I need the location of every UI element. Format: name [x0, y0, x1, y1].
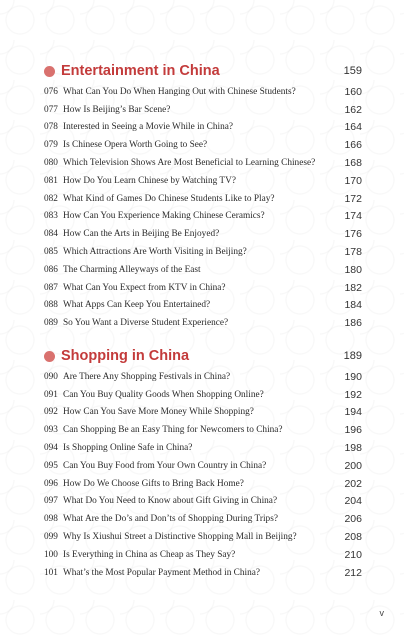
entry-title: So You Want a Diverse Student Experience?: [63, 318, 229, 329]
toc-section-entertainment: [44, 61, 362, 332]
toc-entry[interactable]: [44, 297, 362, 315]
toc-entry[interactable]: [44, 421, 362, 439]
entry-number: 090: [44, 371, 58, 382]
entry-page-number: 206: [344, 513, 362, 526]
entry-number: 082: [44, 193, 58, 204]
toc-entry[interactable]: [44, 279, 362, 297]
entry-number: 100: [44, 549, 58, 560]
entry-number: 095: [44, 460, 58, 471]
entry-page-number: 178: [344, 246, 362, 259]
entry-number: 099: [44, 532, 58, 543]
entry-title: Interested in Seeing a Movie While in China?: [63, 122, 233, 133]
entry-page-number: 176: [344, 228, 362, 241]
entry-title: What’s the Most Popular Payment Method in China?: [63, 567, 261, 578]
entry-page-number: 204: [344, 495, 362, 508]
entry-page-number: 174: [344, 210, 362, 223]
entry-title: What Can You Do When Hanging Out with Chinese Students?: [63, 86, 296, 97]
entry-title: What Apps Can Keep You Entertained?: [63, 300, 211, 311]
toc-section-shopping: [44, 346, 362, 582]
toc-entry[interactable]: [44, 546, 362, 564]
entry-page-number: 160: [344, 85, 362, 98]
toc-entry[interactable]: [44, 439, 362, 457]
toc-entry[interactable]: [44, 457, 362, 475]
section-bullet-icon: [44, 66, 55, 77]
entry-page-number: 202: [344, 477, 362, 490]
entry-number: 078: [44, 122, 58, 133]
entry-page-number: 184: [344, 299, 362, 312]
section-bullet-icon: [44, 351, 55, 362]
entry-title: Is Shopping Online Safe in China?: [63, 443, 193, 454]
folio-page-number: v: [379, 608, 384, 618]
entry-number: 084: [44, 229, 58, 240]
entry-title: Is Everything in China as Cheap as They Say?: [63, 549, 236, 560]
entry-page-number: 162: [344, 103, 362, 116]
entry-page-number: 180: [344, 263, 362, 276]
toc-entry[interactable]: [44, 528, 362, 546]
section-title: Shopping in China: [61, 348, 190, 364]
toc-entry[interactable]: [44, 510, 362, 528]
toc-entry[interactable]: [44, 386, 362, 404]
toc-entry[interactable]: [44, 564, 362, 582]
entry-title: Which Attractions Are Worth Visiting in Beijing?: [63, 247, 247, 258]
entry-number: 096: [44, 478, 58, 489]
toc-entry[interactable]: [44, 172, 362, 190]
entry-number: 080: [44, 158, 58, 169]
entry-number: 094: [44, 443, 58, 454]
entry-page-number: 164: [344, 121, 362, 134]
entry-page-number: 192: [344, 388, 362, 401]
section-page-number: 189: [343, 350, 362, 362]
entry-title: What Kind of Games Do Chinese Students Like to Play?: [63, 193, 275, 204]
entry-title: Can Shopping Be an Easy Thing for Newcomers to China?: [63, 425, 283, 436]
entry-number: 083: [44, 211, 58, 222]
entry-number: 098: [44, 514, 58, 525]
entry-title: How Is Beijing’s Bar Scene?: [63, 104, 171, 115]
entry-number: 089: [44, 318, 58, 329]
entry-page-number: 182: [344, 281, 362, 294]
toc-entry[interactable]: [44, 101, 362, 119]
section-title: Entertainment in China: [61, 63, 220, 79]
entry-number: 085: [44, 247, 58, 258]
entry-page-number: 172: [344, 192, 362, 205]
entry-title: What Do You Need to Know about Gift Giving in China?: [63, 496, 278, 507]
section-header: [44, 346, 362, 366]
entry-page-number: 170: [344, 174, 362, 187]
entry-page-number: 166: [344, 139, 362, 152]
entry-title: The Charming Alleyways of the East: [63, 264, 201, 275]
toc-entry[interactable]: [44, 493, 362, 511]
toc-entry[interactable]: [44, 190, 362, 208]
entry-page-number: 194: [344, 406, 362, 419]
entry-page-number: 208: [344, 531, 362, 544]
toc-entry[interactable]: [44, 368, 362, 386]
entry-number: 088: [44, 300, 58, 311]
entry-title: How Do We Choose Gifts to Bring Back Home?: [63, 478, 244, 489]
entry-page-number: 186: [344, 317, 362, 330]
entry-page-number: 212: [344, 566, 362, 579]
entry-number: 079: [44, 140, 58, 151]
entry-number: 093: [44, 425, 58, 436]
entry-title: Why Is Xiushui Street a Distinctive Shopping Mall in Beijing?: [63, 532, 297, 543]
entry-page-number: 196: [344, 424, 362, 437]
entry-number: 101: [44, 567, 58, 578]
entry-title: Can You Buy Quality Goods When Shopping Online?: [63, 389, 264, 400]
toc-entry[interactable]: [44, 208, 362, 226]
entry-title: Can You Buy Food from Your Own Country in China?: [63, 460, 267, 471]
entry-title: Which Television Shows Are Most Beneficial to Learning Chinese?: [63, 158, 316, 169]
entry-title: What Can You Expect from KTV in China?: [63, 282, 226, 293]
entry-title: Is Chinese Opera Worth Going to See?: [63, 140, 208, 151]
entry-list: [44, 368, 362, 582]
toc-entry[interactable]: [44, 83, 362, 101]
entry-page-number: 200: [344, 459, 362, 472]
entry-number: 087: [44, 282, 58, 293]
toc-entry[interactable]: [44, 475, 362, 493]
entry-title: How Do You Learn Chinese by Watching TV?: [63, 175, 236, 186]
entry-title: How Can the Arts in Beijing Be Enjoyed?: [63, 229, 220, 240]
entry-number: 076: [44, 86, 58, 97]
toc-entry[interactable]: [44, 136, 362, 154]
toc-entry[interactable]: [44, 154, 362, 172]
toc-entry[interactable]: [44, 261, 362, 279]
entry-number: 092: [44, 407, 58, 418]
entry-title: How Can You Save More Money While Shopping?: [63, 407, 254, 418]
entry-number: 097: [44, 496, 58, 507]
entry-title: What Are the Do’s and Don’ts of Shopping During Trips?: [63, 514, 278, 525]
section-page-number: 159: [343, 65, 362, 77]
entry-title: How Can You Experience Making Chinese Ceramics?: [63, 211, 265, 222]
entry-number: 081: [44, 175, 58, 186]
entry-number: 086: [44, 264, 58, 275]
toc-entry[interactable]: [44, 404, 362, 422]
toc-entry[interactable]: [44, 225, 362, 243]
entry-page-number: 190: [344, 370, 362, 383]
entry-number: 077: [44, 104, 58, 115]
toc-entry[interactable]: [44, 314, 362, 332]
section-header: [44, 61, 362, 81]
entry-list: [44, 83, 362, 332]
entry-page-number: 210: [344, 548, 362, 561]
entry-title: Are There Any Shopping Festivals in China?: [63, 371, 231, 382]
entry-page-number: 168: [344, 157, 362, 170]
entry-number: 091: [44, 389, 58, 400]
entry-page-number: 198: [344, 442, 362, 455]
toc-entry[interactable]: [44, 243, 362, 261]
toc-entry[interactable]: [44, 119, 362, 137]
